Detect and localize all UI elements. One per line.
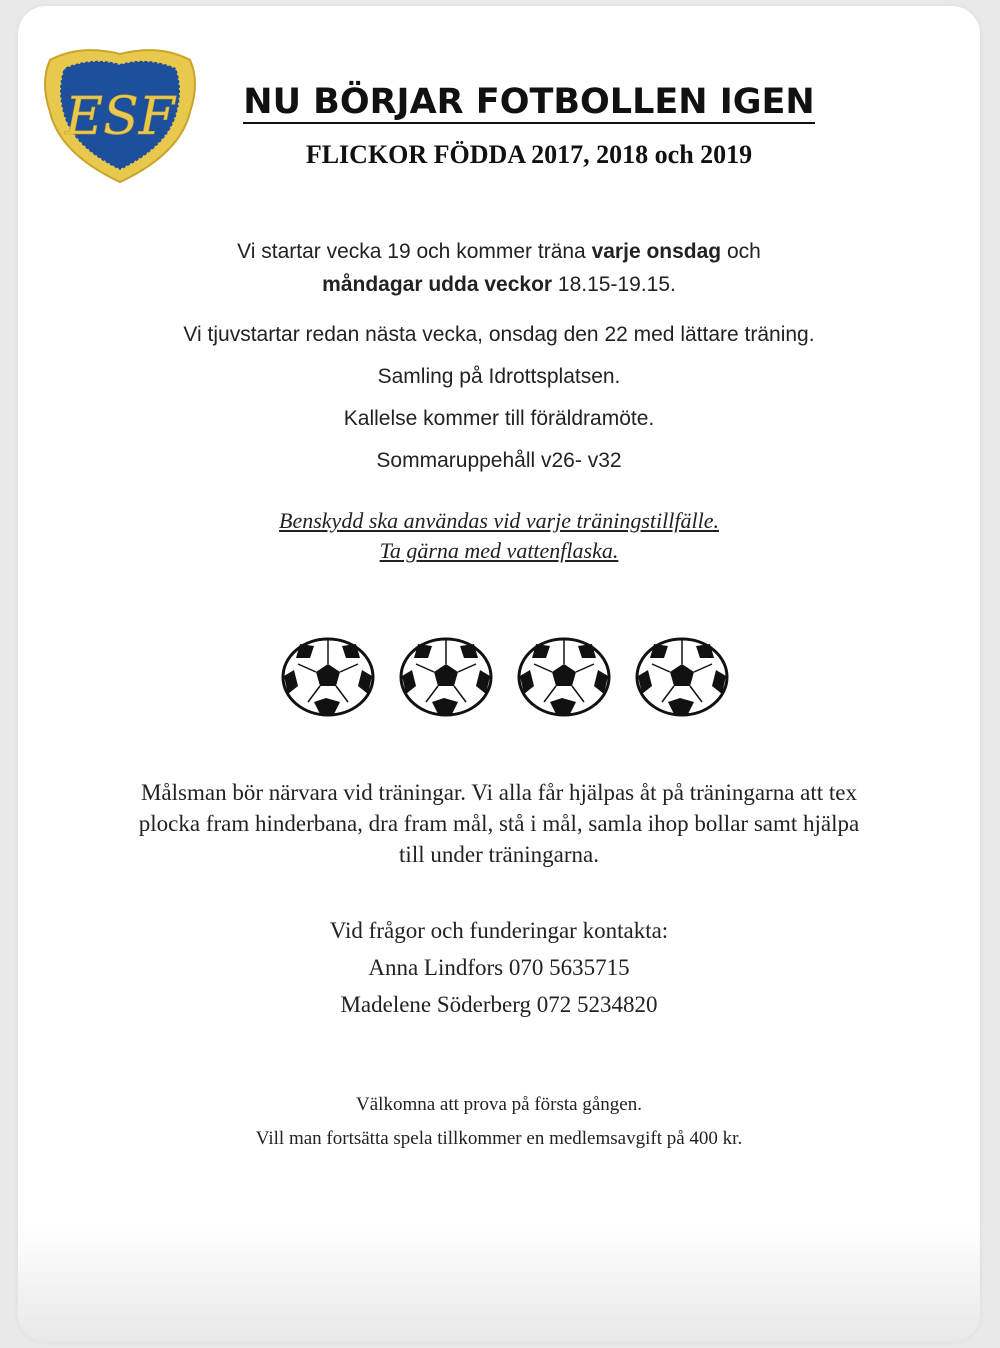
equipment-notes [18, 506, 980, 566]
parents-line-1: Målsman bör närvara vid träningar. Vi alla får hjälpas åt på träningarna att tex [140, 780, 858, 805]
soccer-ball-icon [516, 636, 612, 718]
parent-meeting-line: Kallelse kommer till föräldramöte. [343, 407, 655, 430]
bottom-fade [18, 1222, 980, 1342]
parents-line-3: till under träningarna. [399, 842, 599, 867]
membership-fee-line: Vill man fortsätta spela tillkommer en medlemsavgift på 400 kr. [255, 1128, 743, 1149]
flyer-page [18, 6, 980, 1342]
schedule-info [18, 235, 980, 301]
soccer-ball-icon [634, 636, 730, 718]
contact-section [18, 912, 980, 1023]
schedule-line-2 [18, 268, 980, 301]
meeting-place-line: Samling på Idrottsplatsen. [377, 365, 621, 388]
title-text: NU BÖRJAR FOTBOLLEN IGEN [243, 82, 815, 122]
contact-person-2: Madelene Söderberg 072 5234820 [340, 992, 658, 1017]
water-bottle-note: Ta gärna med vattenflaska. [379, 538, 619, 563]
parents-paragraph [18, 777, 980, 870]
parents-line-2: plocka fram hinderbana, dra fram mål, stå i mål, samla ihop bollar samt hjälpa [138, 811, 860, 836]
crest-text: ESF [65, 87, 175, 147]
soccer-ball-icon [398, 636, 494, 718]
details-info [18, 314, 980, 482]
page-title [18, 80, 980, 124]
schedule-bold-text: varje onsdag [591, 240, 722, 263]
page-subtitle: FLICKOR FÖDDA 2017, 2018 och 2019 [305, 140, 753, 169]
summer-break-line: Sommaruppehåll v26- v32 [376, 449, 622, 472]
schedule-line-1 [18, 235, 980, 268]
schedule-bold-text: måndagar udda veckor [322, 273, 553, 296]
contact-person-1: Anna Lindfors 070 5635715 [368, 955, 630, 980]
footer-section [18, 1088, 980, 1156]
schedule-text: Vi startar vecka 19 och kommer träna [237, 240, 592, 263]
schedule-text: 18.15-19.15. [552, 273, 676, 296]
early-start-line: Vi tjuvstartar redan nästa vecka, onsdag den 22 med lättare träning. [183, 323, 815, 346]
welcome-line: Välkomna att prova på första gången. [356, 1094, 642, 1115]
contact-heading: Vid frågor och funderingar kontakta: [329, 918, 669, 943]
soccer-ball-icon [280, 636, 376, 718]
shin-guard-note: Benskydd ska användas vid varje träningstillfälle. [279, 508, 719, 533]
soccer-ball-row [280, 636, 750, 726]
schedule-text: och [721, 240, 761, 263]
